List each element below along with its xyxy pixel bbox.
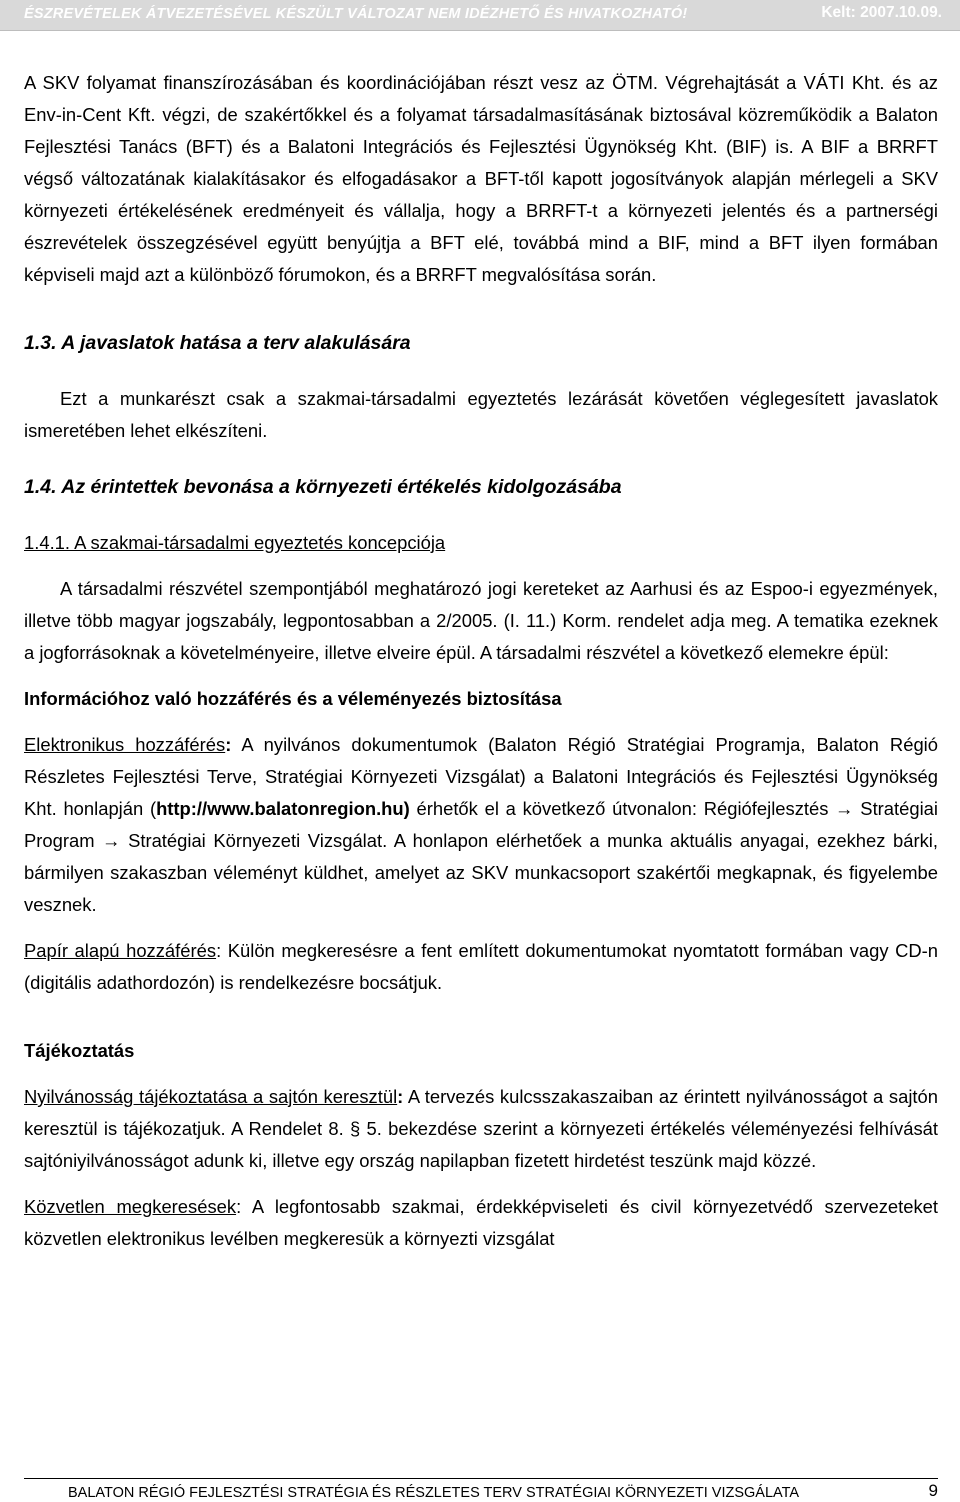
paper-access-paragraph [24,935,938,999]
page-footer [24,1478,938,1501]
press-label: Nyilvánosság tájékoztatása a sajtón keresztül [24,1086,398,1107]
electronic-text-b: érhetők el a következő útvonalon: Régiófejlesztés → Stratégiai Program → Stratégiai Környezeti Vizsgálat. A honlapon elérhetőek a munka aktuális anyagai, ezekhez bárki, bármilyen szakaszban véleményt küldhet, amelyet az SKV munkacsoport szakértői megkapnak, és figyelembe vesznek. [24,798,938,915]
header-date: Kelt: 2007.10.09. [821,4,942,21]
label-colon: : [225,734,232,755]
footer-title: BALATON RÉGIÓ FEJLESZTÉSI STRATÉGIA ÉS RÉSZLETES TERV STRATÉGIAI KÖRNYEZETI VIZSGÁLATA [68,1485,800,1501]
label-colon: : [397,1086,404,1107]
page-header [0,0,960,31]
subsection-heading-1-4-1: 1.4.1. A szakmai-társadalmi egyeztetés koncepciója [24,532,446,553]
direct-contact-text: : A legfontosabb szakmai, érdekképviseleti és civil környezetvédő szervezeteket közvetlen elektronikus levélben megkeresük a környezti vizsgálat [24,1196,938,1249]
paper-access-text: : Külön megkeresésre a fent említett dokumentumokat nyomtatott formában vagy CD-n (digitális adathordozón) is rendelkezésre bocsátjuk. [24,940,939,993]
website-link[interactable]: http://www.balatonregion.hu) [156,798,410,819]
tajekoztatas-heading: Tájékoztatás [24,1040,135,1061]
section-heading-1-4 [24,471,938,503]
main-content [24,67,938,1255]
direct-contact-label: Közvetlen megkeresések [24,1196,237,1217]
electronic-access-label: Elektronikus hozzáférés [24,734,226,755]
intro-paragraph: A SKV folyamat finanszírozásában és koordinációjában részt vesz az ÖTM. Végrehajtását a VÁTI Kht. és az Env-in-Cent Kft. végzi, de szakértőkkel és a folyamat társadalmasításának biztosával közreműködik a Balaton Fejlesztési Tanács (BFT) és a Balatoni Integrációs és Fejlesztési Ügynökség Kht. (BIF) is. A BIF a BRRFT végső változatának kialakításakor és elfogadásakor a BFT-től kapott jogosítványok alapján mérlegeli a SKV környezeti értékelésének eredményeit és vállalja, hogy a BRRFT-t a környezeti jelentés és a partnerségi észrevételek összegzésével együtt benyújtja a BFT elé, továbbá mind a BIF, mind a BFT ilyen formában képviseli majd azt a különböző fórumokon, és a BRRFT megvalósítása során. [24,72,938,285]
page-number: 9 [928,1481,938,1500]
paper-access-label: Papír alapú hozzáférés [24,940,217,961]
direct-contact-paragraph [24,1191,938,1255]
section-title: Az érintettek bevonása a környezeti értékelés kidolgozásába [61,476,622,498]
electronic-access-paragraph [24,729,938,921]
press-paragraph [24,1081,938,1177]
press-text: A tervezés kulcsszakaszaiban az érintett nyilvánosságot a sajtón keresztül is tájékozatjuk. A Rendelet 8. § 5. bekezdése szerint a környezeti értékelés véleményezési felhívását sajtóniyilvánosságot adunk ki, illetve egy ország napilapban fizetett hirdetést teszünk majd közzé. [24,1086,938,1171]
header-notice: ÉSZREVÉTELEK ÁTVEZETÉSÉVEL KÉSZÜLT VÁLTOZAT NEM IDÉZHETŐ ÉS HIVATKOZHATÓ! [24,6,688,22]
section-number: 1.3. [24,332,57,354]
electronic-text-a: A nyilvános dokumentumok (Balaton Régió Stratégiai Programja, Balaton Régió Részletes Fejlesztési Terve, Stratégiai Környezeti Vizsgálat) a Balatoni Integrációs és Fejlesztési Ügynökség Kht. honlapján ( [24,734,938,819]
subsection-1-4-1-body: A társadalmi részvétel szempontjából meghatározó jogi kereteket az Aarhusi és az Espoo-i egyezmények, illetve több magyar jogszabály, legpontosabban a 2/2005. (I. 11.) Korm. rendelet adja meg. A tematika ezeknek a jogforrásoknak a követelményeire, illetve elveire épül. A társadalmi részvétel a következő elemekre épül: [24,578,938,663]
section-number: 1.4. [24,476,57,498]
section-heading-1-3 [24,327,938,359]
info-access-heading: Információhoz való hozzáférés és a véleményezés biztosítása [24,688,562,709]
section-1-3-body: Ezt a munkarészt csak a szakmai-társadalmi egyeztetés lezárását követően véglegesített javaslatok ismeretében lehet elkészíteni. [24,388,938,441]
section-title: A javaslatok hatása a terv alakulására [61,332,411,354]
